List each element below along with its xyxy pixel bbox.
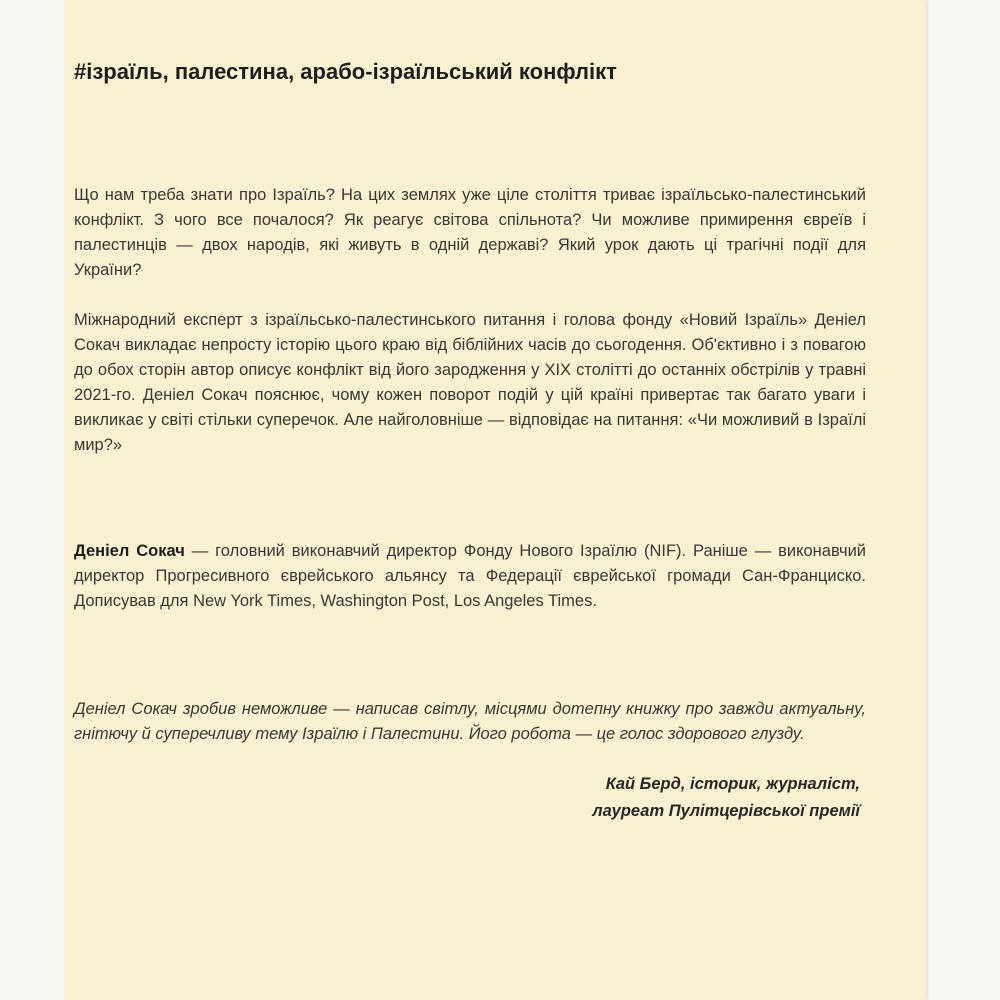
intro-paragraph: Що нам треба знати про Ізраїль? На цих землях уже ціле століття триває ізраїльсько-палестинський конфлікт. З чого все почалося? Як реагує світова спільнота? Чи можливе примирення євреїв і палестинців — двох народів, які живуть в одній державі? Який урок дають ці трагічні події для України?: [74, 186, 866, 279]
review-attribution-line1: Кай Берд, історик, журналіст,: [605, 775, 860, 793]
review-quote: Деніел Сокач зробив неможливе — написав світлу, місцями дотепну книжку про завжди актуальну, гнітючу й суперечливу тему Ізраїлю і Палестини. Його робота — це голос здорового глузду.: [74, 700, 866, 743]
author-bio-text: — головний виконавчий директор Фонду Нового Ізраїлю (NIF). Раніше — виконавчий директор Прогресивного єврейського альянсу та Федерації єврейської громади Сан-Франциско. Дописував для New York Times, Washington Post, Los Angeles Times.: [74, 542, 867, 610]
author-name: Деніел Сокач: [74, 542, 185, 560]
hashtag-title: #ізраїль, палестина, арабо-ізраїльський конфлікт: [74, 59, 617, 84]
author-bio-paragraph: [74, 539, 866, 614]
review-attribution: [592, 771, 860, 825]
book-back-cover: [64, 0, 926, 1000]
cover-text-block: [74, 52, 867, 820]
description-paragraph: Міжнародний експерт з ізраїльсько-палестинського питання і голова фонду «Новий Ізраїль» Деніел Сокач викладає непросту історію цього краю від біблійних часів до сьогодення. Об'єктивно і з повагою до обох сторін автор описує конфлікт від його зародження у XIX столітті до останніх обстрілів у травні 2021-го. Деніел Сокач пояснює, чому кожен поворот подій у цій країні привертає так багато уваги і викликає у світі стільки суперечок. Але найголовніше — відповідає на питання: «Чи можливий в Ізраїлі мир?»: [74, 311, 866, 454]
review-attribution-line2: лауреат Пулітцерівської премії: [592, 802, 860, 820]
